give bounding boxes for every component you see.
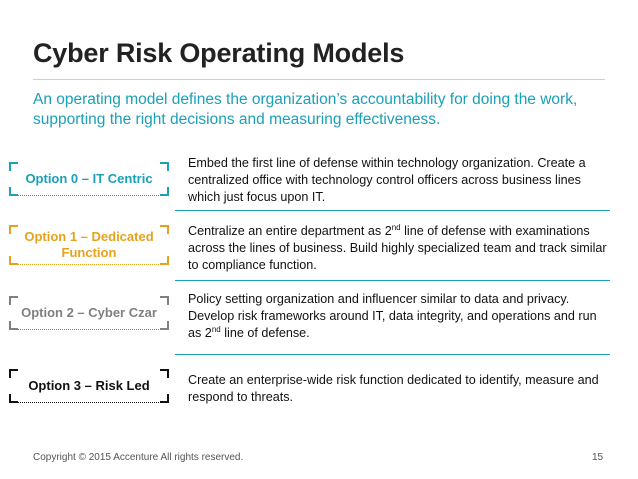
separator-1	[175, 280, 610, 281]
option-2-desc-part-a: Policy setting organization and influencer similar to data and privacy. Develop risk frameworks around IT, data integrity, and operations and run as 2	[188, 292, 597, 340]
option-0-label: Option 0 – IT Centric	[25, 171, 153, 186]
option-3-label: Option 3 – Risk Led	[28, 378, 150, 393]
option-0-box	[9, 162, 169, 196]
option-1-desc-sup: nd	[391, 222, 401, 232]
separator-2	[175, 354, 610, 355]
option-2-label: Option 2 – Cyber Czar	[21, 305, 157, 320]
copyright-footer: Copyright © 2015 Accenture All rights reserved.	[33, 452, 244, 463]
option-2-box	[9, 296, 169, 330]
option-1-desc-part-b: line of defense with examinations across the lines of business. Build highly specialized team and track similar to compliance function.	[188, 224, 607, 272]
option-2-desc-part-b: line of defense.	[220, 326, 310, 340]
option-1-description	[188, 223, 608, 274]
option-1-desc-part-a: Centralize an entire department as 2	[188, 224, 392, 238]
option-2-desc-sup: nd	[211, 324, 221, 334]
option-1-box	[9, 225, 169, 265]
option-2-description	[188, 291, 608, 342]
title-divider	[33, 79, 605, 80]
option-0-description: Embed the first line of defense within technology organization. Create a centralized office with technology control officers across business lines which just focus upon IT.	[188, 156, 586, 204]
page-number: 15	[592, 452, 604, 463]
option-3-description: Create an enterprise-wide risk function dedicated to identify, measure and respond to threats.	[188, 373, 599, 404]
subtitle: An operating model defines the organization’s accountability for doing the work, supporting the right decisions and measuring effectiveness.	[33, 91, 578, 128]
separator-0	[175, 210, 610, 211]
page-title: Cyber Risk Operating Models	[33, 38, 405, 68]
option-1-label-text: Option 1 – Dedicated Function	[24, 229, 154, 260]
option-3-box	[9, 369, 169, 403]
